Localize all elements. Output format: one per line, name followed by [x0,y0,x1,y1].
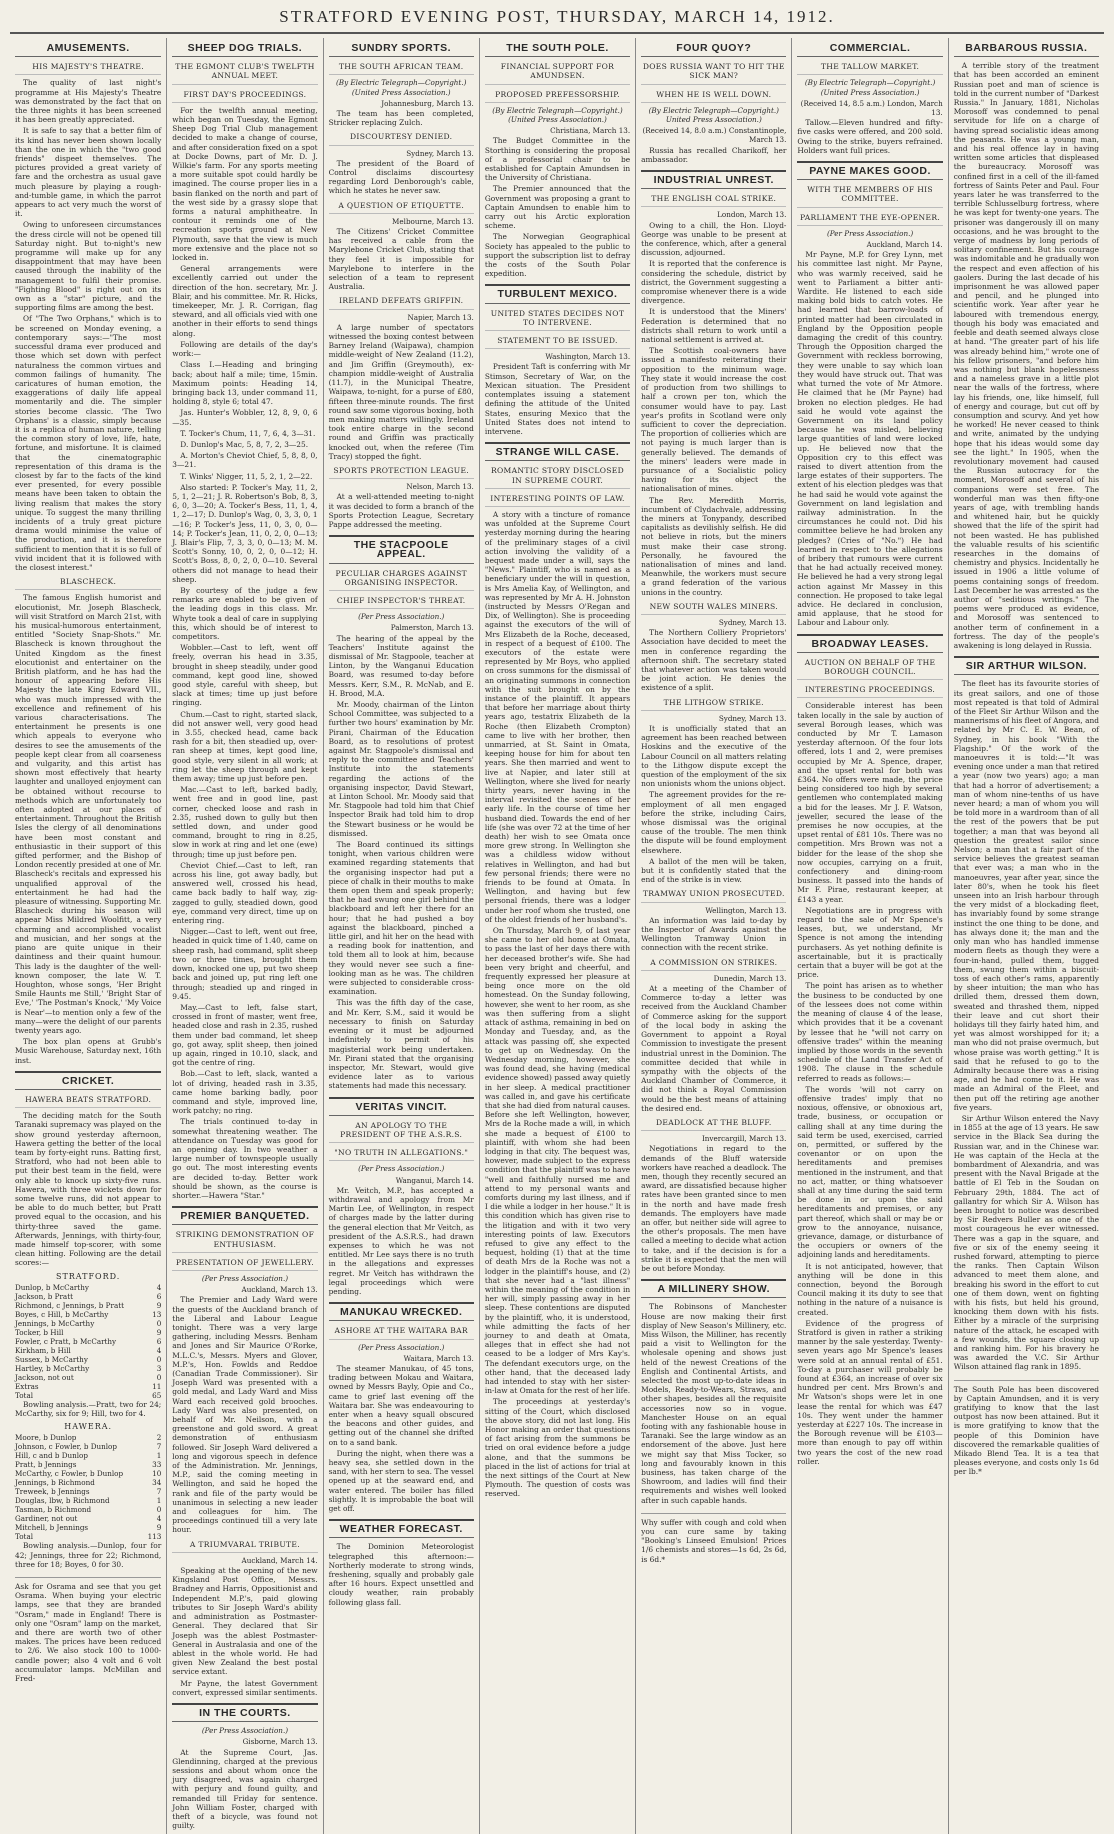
paragraph: Also started: P. Tocker's May, 11, 2, 5, 1, 2—21; J. R. Robertson's Bob, 8, 3, 6, 0, 3—20; A. Tocker's Bess, 11, 1, 4, 1, 2—17; D. Dunlop's Wag, 0, 3, 3, 0, 1—16; P. Tocker's Jess, 11, 0, 3, 0, 0—14; P. Tocker's Jean, 11, 0, 2, 0, 0—13; J. Blair's Flip, 7, 3, 3, 0, 0—13; M. M. Scott's Sonny, 10, 0, 2, 0, 0—12; H. Scott's Boss, 8, 0, 2, 0, 0—10. Several others did not manage to head their sheep. [172,482,318,584]
paragraph: The agreement provides for the re-employment of all men engaged before the strike, including Cairs, whose dismissal was the original cause of the trouble. The men think the dispute will be found employment elsewhere. [641,790,787,855]
wire-source: (By Electric Telegraph—Copyright.) (United Press Association.) [804,78,936,97]
paragraph: Owing to unforeseen circumstances the dress circle will not be opened till Saturday night. But to-night's new programme will make up for any disappointment that may have been caused through the inability of the management to fulfil their promise. "Fighting Blood" is right out on its own as a "star" picture, and the supporting films are among the best. [15,220,162,313]
batsman: Tasman, b Richmond [15,1505,92,1515]
paragraph: The famous English humorist and elocutionist, Mr. Joseph Blascheck, will visit Stratford on March 21st, with his musical-humorous entertainment, entitled "Society Snap-Shots." Mr. Blascheck is known throughout the United Kingdom as the finest elocutionist and entertainer on the British platform, and he has had the honour of appearing before His Majesty the late King Edward VII., who was much impressed with the excellence and refinement of his various characterisations. The entertainment he presents is one which appeals to everyone who desires to see the amusements of the people kept clear from all coarseness and vulgarity, and this artist has shown most effectively that hearty laughter and unalloyed enjoyment can be obtained without recourse to methods which are unfortunately too often adopted at our places of entertainment. Throughout the British Isles the clergy of all denominations have been most constant and enthusiastic in their support of this gifted performer, and the Bishop of London recently presided at one of Mr. Blascheck's recitals and expressed his unqualified approval of the entertainment he had had the pleasure of witnessing. Supporting Mr. Blascheck during his season will appear Miss Mildred Woolfitt, a very charming and accomplished vocalist and musician, and her songs at the piano are quite unique in their daintiness and their quaint humour. This lady is the daughter of the well-known composer, the late W. T. Houghton, whose songs, 'Her Bright Smile Haunts me Still,' 'Bright Star of Eve,' 'The Postman's Knock,' 'My Voice is Near'—to mention only a few of the many—were the delight of our parents twenty years ago. [15,593,162,1035]
article-heading: SHEEP DOG TRIALS. [172,40,317,57]
paragraph: Evidence of the progress of Stratford is given in rather a striking manner by the sale yesterday. Twenty-seven years ago Mr Spence's leases were sold at an annual rental of £51. To-day a purchaser will probably be found at £364, an increase of over six hundred per cent. Mrs Brown's and Mr Watson's shops were let in one lease the rental for which was £47 10s. They went under the hammer yesterday at £227 10s. The increase in the Borough revenue will be £103—more than enough to pay off within two years the cost of the new road roller. [797,1318,943,1466]
paragraph: Negotiations are in progress with regard to the sale of Mr Spence's leases, but, we understand, Mr Spence is not among the intending purchasers. As yet nothing definite is ascertainable, but it is practically certain that a buyer will be got at the price. [797,905,943,980]
dateline: Johannesburg, March 13. [381,98,474,108]
article [329,466,474,529]
article-subheading: "NO TRUTH IN ALLEGATIONS." [329,1148,474,1161]
paragraph: A ballot of the men will be taken, but it is confidently stated that the end of the strike is in view. [641,856,787,885]
article [797,634,942,1466]
article [641,889,786,952]
article [172,1703,317,1830]
article-subheading: TRAMWAY UNION PROSECUTED. [641,889,786,902]
dateline: Napier, March 13. [407,312,474,322]
dateline: (Received 14, 8.0 a.m.) Constantinople, March 13. [642,126,787,145]
article-subheading: WITH THE MEMBERS OF HIS COMMITTEE. [797,185,942,207]
scorecard-row [15,1460,161,1469]
paragraph: May.—Cast to left, false start, crossed in front of master, went free, headed close and rash in 2.35, rushed them under bad command, let sheep go, got away, split sheep, then joined up again, ringed in 10.10, slack, and got the centre of ring. [172,1002,318,1068]
batsman: Hill, c and b Dunlop [15,1451,88,1461]
dateline: Wanganui, March 14. [395,1175,474,1185]
paragraph: The box plan opens at Grubb's Music Warehouse, Saturday next, 16th inst. [15,1037,162,1065]
article-subheading: INTERESTING POINTS OF LAW. [485,494,630,507]
paragraph: Negotiations in regard to the demands of the Bluff waterside workers have reached a deadlock. The men, though they recently secured an award, are dissatisfied because higher rates have been granted since to men in the north and have made fresh demands. The employers have made an offer, but neither side will agree to the other's proposals. The men have called a meeting to decide what action to take, and if the decision is for a strike it is expected that the men will be out before Monday. [641,1144,787,1273]
batsman: Kirkham, b Hill [15,1345,71,1355]
scorecard-row [15,1283,161,1292]
runs: 7 [156,1487,162,1497]
paragraph: T. Winks' Nigger, 11, 5, 2, 1, 2—22. [180,471,313,481]
scorecard-table [15,1433,161,1541]
runs: 6 [156,1336,162,1346]
article-heading: AMUSEMENTS. [15,40,161,57]
article-subheading: AUCTION ON BEHALF OF THE BOROUGH COUNCIL. [797,658,942,680]
batsman: Moore, b Dunlop [15,1433,77,1443]
runs: 34 [152,1478,162,1488]
article [15,40,161,572]
runs: 4 [156,1345,162,1355]
column-7 [948,38,1104,1834]
wire-source: (Per Press Association.) [826,228,914,238]
runs: 13 [152,1309,162,1319]
wire-source: (Per Press Association.) [358,1342,445,1352]
article-heading: INDUSTRIAL UNREST. [641,170,786,189]
batsman: Fowler, c Pratt, b McCarthy [15,1336,117,1346]
dateline: Melbourne, March 13. [392,216,474,226]
article-subheading: SPORTS PROTECTION LEAGUE. [329,466,474,479]
batsman: Boyes, c Hill, b McCarthy [15,1309,109,1319]
batsman: Mitchell, b Jennings [15,1523,89,1533]
dateline: Wellington, March 13. [705,905,787,915]
runs: 0 [156,1354,162,1364]
article-subheading: UNITED STATES DECIDES NOT TO INTERVENE. [485,309,630,331]
paragraph: Owing to a chill, the Hon. Lloyd-George was unable to be present at the conference, which, after a general discussion, adjourned. [641,220,787,258]
paragraph: At a meeting of the Chamber of Commerce to-day a letter was received from the Auckland Chamber of Commerce asking for the support of the local body in asking the Government to appoint a Royal Commission to investigate the present industrial unrest in the Dominion. The committee decided that while in sympathy with the objects of the Auckland Chamber of Commerce, it did not think a Royal Commission would be the best means of attaining the desired end. [641,984,787,1113]
paragraph: The Premier announced that the Government was proposing a grant to Captain Amundsen to enable him to carry out his Arctic exploration scheme. [484,184,631,231]
column-4 [479,38,635,1834]
paragraph: An information was laid to-day by the Inspector of Awards against the Wellington Tramway Union in connection with the recent strike. [641,915,787,953]
paragraph: A. Morton's Cheviot Chief, 5, 8, 8, 0, 3—21. [172,451,318,470]
paragraph: The Dominion Meteorologist telegraphed this afternoon:— Northerly moderate to strong winds, freshening, squally and probably gale after 16 hours. Expect unsettled and cloudy weather, rain probably following glass fall. [328,1542,474,1607]
article-subheading: HIS MAJESTY'S THEATRE. [15,62,161,75]
paragraph: Mr. Moody, chairman of the Linton School Committee, was subjected to a further two hours' examination by Mr. Pirani, Chairman of the Education Board, as to resolutions of protest against Mr. Stagpoole's dismissal and reply to the committee and Teachers' Institute into the statements regarding the actions of the organising inspector, David Stewart, at Linton School. Mr. Moody said that Mr. Stagpoole had told him that Chief Inspector Braik had told him to drop the Stewart business or he would be dismissed. [328,699,474,838]
article [954,656,1099,1371]
article-subheading: ROMANTIC STORY DISCLOSED IN SUPREME COURT. [485,466,630,488]
paragraph: Bob.—Cast to left, slack, wanted a lot of driving, headed rash in 3.35, came home barking badly, poor command and style, improved line, work patchy; no ring. [172,1069,318,1116]
runs: 113 [147,1532,162,1542]
runs: 9 [156,1523,162,1533]
paragraph: A story with a tincture of romance was unfolded at the Supreme Court yesterday morning during the hearing of the preliminary stages of a civil action involving the validity of a bequest made under a will, says the "News." Plaintiff, who is named as a beneficiary under the will in question, is Mrs Amelia Kay, of Wellington, and was represented by Mr A. H. Johnston (instructed by Messrs O'Regan and Dix, of Wellington). She is proceeding against the executors of the will of Mrs Elizabeth de la Roche, deceased, in respect of a bequest of £100. The executors of the estate were represented by Mr Boys, who applied on cross summons for the dismissal of an originating summons in connection with the suit brought on by the instance of the plaintiff. It appears that before her marriage about thirty years ago, testatrix Elizabeth de la Roche (then Elizabeth Crompton) came to live with her brother, then unmarried, at St. Saint in Omata, keeping house for him for about ten years. She then married and went to live at Napier, and later still at Wellington, where she lived for nearly thirty years, never having in the interval revisited the scenes of her early life. In the course of time her husband died. Towards the end of her life (she was over 72 at the time of her death) her wish to see Omata once more grew strong. In Wellington she was a childless widow without relatives in Wellington, and had but few personal friends; there were no friends to be found at Omata. In Wellington, and having but few personal friends, there was a lodger under her roof whom she trusted, one of the oldest friends of her husband's. [484,509,631,924]
paragraph: It is not anticipated, however, that anything will be done in this connection, beyond the Borough Council making it its duty to see that nothing in the nature of a nuisance is created. [797,1261,943,1317]
batsman: Gardiner, not out [15,1514,78,1524]
paragraph: It is understood that the Miners' Federation is determined that no districts shall return to work until a national settlement is arrived at. [641,307,787,345]
article [15,577,161,1065]
article [797,161,942,628]
wire-source: (Per Press Association.) [201,1273,289,1283]
paragraph: The Norwegian Geographical Society has appealed to the public to support the subscription list to defray the costs of the South Polar expedition. [484,232,631,279]
paragraph: Tallow.—Eleven hundred and fifty-five casks were offered, and 200 sold. Owing to the strike, buyers refrained. Holders want full prices. [797,118,943,155]
article-subheading: THE ENGLISH COAL STRIKE. [641,194,786,207]
column-3 [323,38,479,1834]
bowling-analysis: Bowling analysis.—Dunlop, four for 42; Jennings, three for 22; Richmond, three for 18; Boyes, 0 for 30. [15,1541,162,1569]
scorecard-row [15,1328,161,1337]
article [485,40,630,278]
paragraph: President Taft is conferring with Mr Stimson, Secretary of War, on the Mexican situation. The President contemplates issuing a statement defining the attitude of the United States, ensuring Mexico that the United States does not intend to intervene. [484,362,631,436]
paragraph: Chum.—Cast to right, started slack, did not answer well, very good head in 3.55, checked head, came back rash for a bit, then steadied up, over-ran sheep at times, kept good line, good style, very silent in all work; at ring let the sheep through and kept them away; time up just before pen. [172,709,318,784]
paragraph: Nigger.—Cast to left, went out free, headed in quick time of 1.40, came on sheep rash, had command, split sheep two or three times, brought them down, knocked one up, put two sheep back and joined up, put ring left one through; steadied up and ringed in 9.45. [172,927,318,1001]
article-heading: THE STACPOOLE APPEAL. [329,535,474,563]
article-heading: PREMIER BANQUETED. [172,1206,317,1225]
dateline: Invercargill, March 13. [701,1134,787,1144]
article-heading: STRANGE WILL CASE. [485,442,630,461]
paragraph: D. Dunlop's Mac, 5, 8, 7, 2, 3—25. [180,439,309,449]
scorecard-row [15,1319,161,1328]
runs: 6 [156,1291,162,1301]
article [172,1540,317,1697]
article-heading: FOUR QUOY? [641,40,786,57]
paragraph: Considerable interest has been taken locally in the sale by auction of several Borough leases, which was conducted by Mr T. Lamason yesterday afternoon. Of the four lots offered, lots 1 and 2, were premises occupied by Mr A. Spence, draper, and the upset rental for both was £364. No offers were made, the price being considered too high by several gentlemen who contemplated making a bid for the leases. Mr J. F. Watson, jeweller, secured the lease of the premises he now occupies, at the upset rental of £81 10s. There was no competition. Mrs Brown was not a bidder for the lease of the shop she now occupies, carrying on a fruit, confectionery and dining-room business. It passed into the hands of Mr F. Pirae, restaurant keeper, at £143 a year. [797,701,943,904]
paragraph: Of "The Two Orphans," which is to be screened on Monday evening, a contemporary says:—"The most successful drama ever produced and those which set down with perfect naturalness the common virtues and common failings of humanity. The caricatures of human emotion, the exaggerations of daily life appeal momentarily and die. The simpler stories become classic. 'The Two Orphans' is a classic, simply because it is a replica of human nature, telling the common story of love, life, hate, fortune, and misfortune. It is claimed that the cinematographic representation of this drama is the closest by far to the facts of the kind ever presented, for every possible means have been taken to obtain the living realism that makes the story unique. To suggest the many thrilling incidents of a truly great picture drama would minimise the value of the production, and it is therefore sufficient to mention that it is so full of vivid incident that it is followed with the closest interest." [15,314,162,572]
batsman: Tocker, b Hill [15,1327,64,1337]
batsman: Sussex, b McCarthy [15,1354,88,1364]
paragraph: The hearing of the appeal by the Teachers' Institute against the dismissal of Mr. Stagpoole, teacher at Linton, by the Wanganui Education Board, was resumed to-day before Messrs. Kerr, S.M., R. McNab, and E. H. Brood, M.A. [328,633,474,698]
article [641,1279,786,1564]
dateline: London, March 13. [717,210,787,220]
article [172,40,317,1200]
paragraph: It is safe to say that a better film of its kind has never been shown locally than the one in which the "two good friends" dispeet themselves. The pictures provided a great variety of fare and the orchestra as usual gave much pleasure by playing a rough-and-tumble game, in which the parrot appears to act very much the worst of it. [15,126,162,219]
paragraph: The Board continued its sittings tonight, when various children were examined regarding statements that the organising inspector had put a piece of chalk in their mouths to make them open them and speak properly; that he had swung one girl behind the blackboard and left her there for an hour; that he had pushed a boy against the blackboard, pinched a little girl, and hit her on the head with a reading book for inattention, and told them all to look at him, because they would never see such a fine-looking man as he was. The children were subjected to considerable cross-examination. [328,840,474,997]
runs: 1 [156,1451,162,1461]
dateline: Sydney, March 13. [406,148,474,158]
article-subheading: WHEN HE IS WELL DOWN. [641,90,786,103]
dateline: Waitara, March 13. [403,1353,474,1363]
scorecard-table [15,1283,161,1400]
scorecard-row [15,1355,161,1364]
paragraph: At a well-attended meeting to-night it was decided to form a branch of the Sports Protection League, Secretary Pappe addressed the meeting. [328,492,474,529]
paragraph: A large number of spectators witnessed the boxing contest between Barney Ireland (Waipawa), champion middle-weight of New Zealand (11.2), and Jim Griffin (Greymouth), ex-champion middle-weight of Australia (11.7), in the Municipal Theatre, Waipawa, to-night, for a purse of £80, fifteen three-minute rounds. The first round saw some vigorous boxing, both men making matters willingly. Ireland took entire charge in the second round and Griffin was practically knocked out, when the referee (Tim Tracy) stopped the fight. [328,322,474,461]
scorecard-row [15,1451,161,1460]
scorecard-row [15,1478,161,1487]
dateline: Auckland, March 14. [241,1555,318,1565]
scorecard-row [15,1523,161,1532]
article [485,284,630,436]
article-heading: COMMERCIAL. [797,40,942,57]
article-subheading: PARLIAMENT THE EYE-OPENER. [797,213,942,226]
paragraph: The Scottish coal-owners have issued a manifesto reiterating their opposition to the minimum wage. They state it would increase the cost of production from two shillings to half a crown per ton, which the consumer would have to pay. Last year's profits in Scotland were only sufficient to cover the depreciation. The proportion of collieries which are not paying is much larger than is generally believed. The demands of the miners' leaders were made in pursuance of a Socialistic policy having for its object the nationalisation of mines. [641,346,787,494]
column-grid [10,38,1104,1831]
runs: 0 [156,1318,162,1328]
paragraph: Mac.—Cast to left, barked badly, went free and in good line, past corner, checked loose and rash in 2.35, rushed down to gully but then settled down, and under good command, brought to ring in 8.25, slow in work at ring and let one (ewe) through; time up just before pen. [172,785,318,859]
runs: 0 [156,1505,162,1515]
batsman: Jackson, b Pratt [15,1291,73,1301]
scorecard-row [15,1301,161,1310]
runs: 9 [156,1300,162,1310]
paragraph: The words 'will not carry on offensive trades' imply that no noxious, offensive, or obnoxious art, trade, business, or occupation or calling shall at any time during the said term be used, exercised, carried on, permitted, or suffered by the covenantor or on upon the hereditaments and premises mentioned in the instrument, and that no act, matter, or thing whatsoever shall at any time during the said term be done in or upon the said hereditaments and premises, or any part thereof, which shall or may be or grow to the annoyance, nuisance, grievance, damage, or disturbance of the occupiers or owners of the adjoining lands and hereditaments. [797,1084,943,1260]
runs: 33 [152,1460,162,1470]
article-subheading: A QUESTION OF ETIQUETTE. [329,201,474,214]
paragraph: The quality of last night's programme at His Majesty's Theatre was demonstrated by the fact that on the three nights it has been screened it has been greatly appreciated. [15,78,162,125]
dateline: Nelson, March 13. [406,482,474,492]
article-subheading: ASHORE AT THE WAITARA BAR [329,1326,474,1339]
article-subheading: BLASCHECK. [15,577,161,590]
scorecard-row [15,1487,161,1496]
runs: 9 [156,1327,162,1337]
paragraph: The Robinsons of Manchester House are now making their first display of New Season's Millinery, etc. Miss Wilson, the Milliner, has recently paid a visit to Wellington for the wholesale opening and shows just held of the newest Creations of the English and Continental Artists, and selected the most up-to-date ideas in Models, Ready-to-Wears, Straws, and other shapes, besides all the requisite accessories now so in vogue. Manchester House on an equal footing with any fashionable house in Taranaki. See the large window as an endorsement of the above. Just here we might say that Miss Tocker, so long and favourably known in this business, has taken charge of the Showroom, and ladies will find their requirements and wishes well looked after in such capable hands. [641,1302,787,1505]
scorecard-row [15,1310,161,1319]
batsman: McCarthy, c Fowler, b Dunlop [15,1469,124,1479]
article-subheading: A TRIUMVARAL TRIBUTE. [172,1540,317,1553]
wire-source: (Per Press Association.) [201,1726,289,1736]
scorecard-row [15,1469,161,1478]
paragraph: At the Supreme Court, Jas. Glendinning, charged at the previous sessions and about whom once the jury disagreed, was again charged with perjury and found guilty, and remanded till Friday for sentence. John William Foster, charged with theft of a bicycle, was found not guilty. [172,1747,318,1831]
article-subheading: DISCOURTESY DENIED. [329,132,474,145]
runs: 1 [156,1496,162,1506]
runs: 3 [156,1363,162,1373]
wire-source: (By Electric Telegraph—Copyright.) United Press Association.) [648,105,779,125]
batsman: Total [15,1390,34,1400]
article-subheading: AN APOLOGY TO THE PRESIDENT OF THE A.S.R.S. [329,1121,474,1143]
article-heading: IN THE COURTS. [172,1703,317,1722]
dateline: (Received 14, 8.5 a.m.) London, March 13. [800,98,943,118]
article [641,170,786,597]
article-heading: SIR ARTHUR WILSON. [954,656,1099,675]
batsman: Jennings, b McCarthy [15,1318,95,1328]
article [797,40,942,155]
article-subheading: THE LITHGOW STRIKE. [641,698,786,711]
paragraph: It is reported that the conference is considering the schedule, district by district, the Government suggesting a compromise whenever there is a wide divergence. [641,259,787,306]
article-subheading: FIRST DAY'S PROCEEDINGS. [172,90,317,103]
paragraph: The Rev. Meredith Morris, incumbent of Clydachvale, addressing the miners at Tonypandy, described capitalists as devilishly selfish. He did not believe in riots, but the miners must make their case strong. Personally, he favoured the nationalisation of mines and land. Meanwhile, the workers must secure a grand federation of the various unions in the country. [641,495,787,597]
paragraph: Mr Payne, the latest Government convert, expressed similar sentiments. [172,1678,318,1697]
paragraph: Mr Payne, M.P. for Grey Lynn, met his committee last night. Mr Payne, who was warmly received, said he went to Parliament a bitter anti-Wardite. He listened to each side making bold bids to catch votes. He had learned that barrow-loads of printed matter had been circulated in England by the Opposition people damaging the credit of this country. Through the Opposition charged the Government with reckless borrowing, they were unable to say which loan they would have struck out. That was what turned the vote of Mr Atmore. He claimed that he (Mr Payne) had broken no election pledges. He had said he would vote against the Government on its land policy because he was misled, believing large quantities of land were locked up. He believed now that the Opposition cry to this effect was raised to divert attention from the large estates of their supporters. The extent of his election pledges was that he had said he would vote against the Government on land legislation and railway administration. In the circumstances he could not. Did his committee believe he had broken any pledges? (Cries of "No.") He had learned in respect to the allegations of bribery that rumours were current that he had actually received money. He believed he had a very strong legal action against Mr Massey in this connection. He proposed to take legal advice. He declared in conclusion, amid applause, that he stood for Labour and Labour only. [797,250,943,628]
article-heading: SUNDRY SPORTS. [329,40,474,57]
runs: 4 [156,1514,162,1524]
runs: 10 [152,1469,162,1479]
article-subheading: STATEMENT TO BE ISSUED. [485,336,630,349]
dateline: Gisborne, March 13. [242,1737,318,1747]
paragraph: By courtesy of the judge a few remarks are enabled to be given of the leading dogs in this class. Mr. Whyte took a deal of care in supplying this, which should be of interest to competitors. [172,585,318,641]
article-heading: BARBAROUS RUSSIA. [954,40,1099,57]
article-heading: TURBULENT MEXICO. [485,284,630,303]
article-subheading: A COMMISSION ON STRIKES. [641,958,786,971]
dateline: Sydney, March 13. [718,713,787,723]
batsman: Extras [15,1381,39,1391]
article-subheading: FINANCIAL SUPPORT FOR AMUNDSEN. [485,62,630,84]
article [329,201,474,292]
paragraph: This was the fifth day of the case, and Mr. Kerr, S.M., said it would be necessary to finish on Saturday evening or it must be adjourned indefinitely to permit of his magisterial work being undertaken. Mr. Pirani stated that the organising inspector, Mr. Stewart, would give evidence later as to various statements had made this necessary. [328,998,474,1091]
scorecard-team: HAWERA. [64,1422,113,1432]
paragraph: T. Tocker's Chum, 11, 7, 6, 4, 3—31. [180,428,316,438]
column-1 [10,38,166,1834]
runs: 11 [152,1381,162,1391]
paragraph: Class I.—Heading and bringing back; about half a mile; time, 15min. Maximum points: Heading 14, bringing back 13, under command 11, holding 8, style 6; total 47. [172,360,318,407]
scorecard-row [15,1514,161,1523]
scorecard-row [15,1382,161,1391]
paragraph: The team has been completed, Stricker replacing Zulch. [328,109,474,128]
article-heading: CRICKET. [15,1071,161,1090]
article-subheading: DEADLOCK AT THE BLUFF. [641,1118,786,1131]
article [329,40,474,127]
article-heading: WEATHER FORECAST. [329,1519,474,1538]
column-6 [791,38,947,1834]
runs: 4 [156,1282,162,1292]
article [329,1519,474,1607]
dateline: Washington, March 13. [545,352,631,362]
scorecard-row [15,1337,161,1346]
scorecard-row [15,1442,161,1451]
batsman: Hartley, b McCarthy [15,1363,90,1373]
batsman: Jackson, not out [15,1372,74,1382]
dateline: Auckland, March 14. [866,240,943,250]
runs: 0 [156,1372,162,1382]
wire-source: (By Electric Telegraph—Copyright.) (United Press Association.) [336,78,467,97]
paragraph: The proceedings at yesterday's sitting of the Court, which disclosed the above story, did not last long. His Honor making an order that questions of fact arising from the summons be tried on oral evidence before a judge alone, and that the summons be placed in the list of actions for trial at the next sittings of the Court at New Plymouth. The question of costs was reserved. [484,1397,631,1499]
article [641,602,786,693]
paragraph: The trials continued to-day in somewhat threatening weather. The attendance on Tuesday was good for an opening day. In two weather a large number of townspeople usually go out. The most interesting events are decided to-day. Better work should be shown, as the course is shorter.—Hawera "Star." [172,1117,318,1200]
scorecard-row [15,1346,161,1355]
article-heading: MANUKAU WRECKED. [329,1302,474,1321]
scorecard-row [15,1364,161,1373]
article-subheading: IRELAND DEFEATS GRIFFIN. [329,296,474,309]
runs: 7 [156,1442,162,1452]
scorecard-row [15,1391,161,1400]
scorecard-row [15,1496,161,1505]
article-subheading: PROPOSED PREFESSORSHIP. [485,90,630,103]
article [329,1302,474,1513]
article-heading: PAYNE MAKES GOOD. [797,161,942,180]
paragraph: The fleet has its favourite stories of its great sailors, and one of those most repeated is that told of Admiral of the Fleet Sir Arthur Wilson and the mannerisms of his fleet of Angora, and related by Mr C. E. W. Bean, of Sydney, in his book "With the Flagship." Of the work of the manoeuvres it is told:—"It was evening once under a man that retired a year (now two years) ago; a man that had a horror of advertisement; a man of whom nine-tenths of us have never heard; a man of whom you will be told more in a wardroom than of all the rest of the powers that be put together; a man that was beyond all question the greatest sailor since Nelson; a man that a fair part of the service believes the greatest seaman that ever was; a man who in the manoeuvres, year after year, since the later 80's, when he took his fleet unseen into an Irish harbour through the very midst of a blockading fleet, has invariably found by some strange instinct the one thing to be done, and has always done it; the man and the only man who has handled immense modern fleets as though they were a four-in-hand, pulled them, tugged them, swung them within a biscuit-toss of each other's rams, apparently by sheer intuition; the man who has drilled them, dressed them down, sweated and thrashed them, nipped their leave and cut short their holidays till they fairly hated him, and yet was almost worshipped for it; a man who did not praise overmuch, but whose praise was worth getting." It is said that he refused to go to the Admiralty because there was a rising age, and he had come to it. He was made an Admiral of the Fleet, and then put off the retiring age another five years. [953,679,1099,1112]
article-subheading: PECULIAR CHARGES AGAINST ORGANISING INSPECTOR. [329,569,474,591]
paragraph: Russia has recalled Charikoff, her ambassador. [641,145,787,164]
batsman: Dunlop, b McCarthy [15,1282,89,1292]
paragraph: The point has arisen as to whether the business to be conducted by one of the lessees does not come within the meaning of clause 4 of the lease, which provides that it be a covenant by lessee that he "will not carry on offensive trades" within the meaning implied by those words in the seventh schedule of the Land Transfer Act of 1908. The clause in the schedule referred to reads as follows:— [797,981,943,1083]
paragraph: Sir Arthur Wilson entered the Navy in 1855 at the age of 13 years. He saw service in the Black Sea during the Russian war, and in the Chinese war. He was captain of the Hecla at the bombardment of Alexandria, and was present with the Naval Brigade at the battle of El Teb in the Soudan on February 29th, 1884. The act of gallantry for which Sir A. Wilson has been brought to notice was described by Sir Redvers Buller as one of the most courageous he ever witnessed. There was a gap in the square, and five or six of the enemy seeing it rushed forward, attempting to pierce the ranks. Then Captain Wilson advanced to meet them alone, and breaking his sword in the effort to cut one of them down, went on fighting with his fists, but held his ground, knocking them down with his fists. Either by a miracle of the surprising nature of the attack, he escaped with a few wounds, the square closing up and ranking him. For his bravery he was awarded the V.C. Sir Arthur Wilson attained flag rank in 1895. [953,1113,1099,1372]
article [954,40,1099,650]
scorecard-row [15,1373,161,1382]
paragraph: During the night, when there was a heavy sea, she settled down in the sand, with her stern to sea. The vessel opened up at the seaward end, and water entered. The boiler has filled slightly. It is improbable the boat will get off. [328,1448,474,1514]
batsman: Pratt, b Jennings [15,1460,77,1470]
dateline: Palmerston, March 13. [390,623,474,633]
batsman: Richmond, c Jennings, b Pratt [15,1300,125,1310]
paragraph: Jas. Hunter's Wobbler, 12, 8, 9, 0, 6—35. [172,408,318,427]
article [641,698,786,885]
article [641,1118,786,1273]
paragraph: The Northern Colliery Proprietors' Association have decided to meet the men in conference regarding the afternoon shift. The secretary stated that whatever action was taken would be joint action. He denies the existence of a split. [641,628,787,693]
article [641,40,786,164]
batsman: Total [15,1532,34,1542]
article [329,296,474,460]
article [641,958,786,1113]
runs: 2 [156,1433,162,1443]
scorecard-team: STRATFORD. [55,1271,121,1281]
column-2 [166,38,322,1834]
article [329,1097,474,1297]
article [485,442,630,1499]
batsman: Douglas, lbw, b Richmond [15,1496,110,1506]
article-subheading: CHIEF INSPECTOR'S THREAT. [329,596,474,609]
scorecard-row [15,1292,161,1301]
paragraph: Following are details of the day's work:— [172,339,318,359]
column-5 [635,38,791,1834]
paragraph: Speaking at the opening of the new Kingsland Post Office, Messrs. Bradney and Harris, Oppositionist and Independent M.P.'s, paid glowing tributes to Sir Joseph Ward's ability and administration as Postmaster-General. They declared that Sir Joseph was the ablest Postmaster-General in Australasia and one of the ablest in the whole world. He had given New Zealand the best postal service extant. [172,1566,318,1677]
article-subheading: STRIKING DEMONSTRATION OF ENTHUSIASM. [172,1230,317,1252]
dateline: Dunedin, March 13. [713,973,787,983]
article [15,1071,161,1268]
article-heading: THE SOUTH POLE. [485,40,630,57]
scorecard-row [15,1505,161,1514]
paragraph: The Citizens' Cricket Committee has received a cable from the Marylebone Cricket Club, stating that they feel it is impossible for Marylebone to interfere in the selection of a team to represent Australia. [328,227,474,292]
dateline: Sydney, March 13. [718,617,787,627]
paragraph: Mr. Veitch, M.P., has accepted a withdrawal and apology from Mr Martin Lee, of Wellington, in respect of charges made by the latter during the general election that Mr Veitch, as president of the A.S.R.S., had drawn expenses to which he was not entitled. Mr Lee says there is no truth in the allegations and expresses regret. Mr Veitch has withdrawn the legal proceedings which were pending. [328,1185,474,1296]
paragraph: The Premier and Lady Ward were the guests of the Auckland branch of the Liberal and Labour League tonight. There was a very large gathering, including Messrs. Benham and Jones and Sir Maurice O'Rorke, M.L.C.'s, Messrs. Myers and Glover, M.P.'s, Hon. Fowlds and Reddoe (Canadian Trade Commissioner). Sir Joseph Ward was presented with a gold medal, and Lady Ward and Miss Ward each received gold brooches. Lady Ward was also presented, on behalf of Mr. Neilson, with a greenstone and gold sword. A great demonstration of enthusiasm followed. Sir Joseph Ward delivered a long and vigorous speech in defence of the Administration. Mr. Jennings, M.P., said the coming meeting in Wellington, and said he hoped the rank and file of the party would be unanimous in selecting a new leader and colleagues for him. The proceedings continued till a very late hour. [172,1295,318,1535]
batsman: Jennings, b Richmond [15,1478,95,1488]
article-subheading: NEW SOUTH WALES MINERS. [641,602,786,615]
paragraph: For the twelfth annual meeting, which began on Tuesday, the Egmont Sheep Dog Trial Club management decided to make a change of course, and after consideration fixed on a spot at Docke Downs, part of Mr. D. J. Wilkie's farm. For any sports meeting a more suitable spot could hardly be imagined. The course proper lies in a basin flanked on the north and part of the west side by a grassy slope that forms a natural amphitheatre. In contour it reminds one of the recreation sports ground at New Plymouth, save that the view is much more extensive and the place not so locked in. [172,105,318,263]
article-subheading: THE EGMONT CLUB'S TWELFTH ANNUAL MEET. [172,62,317,84]
paragraph: The president of the Board of Control disclaims discourtesy regarding Lord Denborough's cable, which he states he never saw. [328,158,474,196]
article-subheading: THE TALLOW MARKET. [797,62,942,75]
wire-source: (By Electric Telegraph—Copyright.) (United Press Association.) [492,105,623,125]
batsman: Treweek, b Jennings [15,1487,90,1497]
article [172,1206,317,1535]
paragraph: A terrible story of the treatment that has been accorded an eminent Russian poet and man of science is told in the current number of "Darkest Russia." In January, 1881, Nicholas Morosoff was condemned to penal servitude for life on a charge of having spread socialistic ideas among the peasants. He was a young man, and his real offence lay in having written some articles that displeased the bureaucracy. Morosoff was confined first in a cell of the ill-famed fortress of Saints Peter and Paul. Four years later he was transferred to the terrible Schlusselburg fortress, where he was kept for twenty-one years. The prisoner was dangerously ill on many occasions, and he was brought to the verge of madness by long periods of solitary confinement. But his courage was indomitable and he gradually won the respect and even affection of his gaolers. During the last decade of his imprisonment he was allowed paper and pencil, and he plunged into scientific work. Year after year he laboured with tremendous energy, though his body was emaciated and feeble and death seemed always close at hand. "The greater part of his life was already behind him," wrote one of his fellow prisoners, "and before him was nothing but blank hopelessness and a nameless grave in a little plot near the walls of the fortress, where lay his friends, one, like himself, full of energy and courage, but cut off by consumption and scurvy. And yet how he worked! He never ceased to think and write, animated by the undying hope that his ideas would some day see the light." In 1905, when the revolutionary movement had caused the Russian autocracy for the moment, Morosoff and several of his companions were set free. The wonderful man was then fifty-one years of age, with trembling hands and whitened hair, but he quickly showed that the life of the spirit had not been wasted. He has published the valuable results of his scientific researches in the domains of chemistry and physics. Incidentally he issued in 1906 a little volume of poems containing songs of freedom. Last December he was arrested as the author of "seditious writings." The poems were produced as evidence, and Morosoff was sentenced to another term of confinement in a fortress. The day of the people's awakening is long delayed in Russia. [953,61,1099,650]
scorecard-row [15,1433,161,1442]
paragraph: The deciding match for the South Taranaki supremacy was played on the show ground yesterday afternoon, Hawera getting the better of the local team by forty-eight runs. Batting first, Stratford, who had not been able to put their best team in the field, were only able to knock up sixty-five runs. Hawera, with three wickets down for some twelve runs, did not appear to be able to do much better, but Pratt proved equal to the occasion, and his thirty-three saved the game. Afterwards, Jennings, with thirty-four, made himself top-scorer, with some clean hitting. Following are the detail scores:— [15,1111,162,1268]
wire-source: (Per Press Association.) [358,1164,445,1174]
article-subheading: INTERESTING PROCEEDINGS. [797,685,942,698]
batsman: Johnson, c Fowler, b Dunlop [15,1442,117,1452]
paragraph: The Budget Committee in the Storthing is considering the proposal of a professorial chair to be established for Captain Amundsen in the University of Christiana. [484,136,631,183]
advertisement: Ask for Osrama and see that you get Osrama. When buying your electric lamps, see that they are branded "Osram," made in England! There is only one "Osram" lamp on the market, and there are worth two of other makes. The prices have been reduced to 2/6. We also stock 100 to 1000-candle power; also 4 volt and 6 volt accumulator lamps. McMillan and Fred- [15,1577,161,1683]
article [329,535,474,1090]
runs: 65 [152,1390,162,1400]
article-subheading: DOES RUSSIA WANT TO HIT THE SICK MAN? [641,62,786,84]
advertisement: Why suffer with cough and cold when you can cure same by taking "Booking's Linseed Emulsion! Prices 1/6 chemists and stores—1s 6d, 2s 6d, is 6d.* [641,1513,786,1564]
paragraph: Cheviot Chief.—Cast to left, ran across his line, got away badly, but answered well, crossed his head, came back badly to half way, zig-zagged to gully, steadied down, good eye, command very direct, time up on entering ring. [172,860,318,926]
dateline: Christiana, March 13. [550,126,631,136]
paragraph: The steamer Manukau, of 45 tons, trading between Mokau and Waitara, owned by Messrs Bayly, Opie and Co., came to grief last evening off the Waitara bar. She was endeavouring to enter when a heavy squall obscured the beacons and other guides, and getting out of the channel she drifted on to a sand bank. [328,1363,474,1447]
article [329,132,474,195]
bowling-analysis: Bowling analysis.—Pratt, two for 24; McCarthy, six for 9; Hill, two for 4. [15,1399,162,1418]
wire-source: (Per Press Association.) [358,612,445,622]
article-heading: BROADWAY LEASES. [797,634,942,653]
paragraph: On Thursday, March 9, of last year she came to her old home at Omata, to pass the last of her days there with her deceased brother's wife. She had been very bright and cheerful, and frequently expressed her pleasure at being once more on the old homestead. On the Sunday following, however, she went to her room, as she was then suffering from a slight attack of asthma, remaining in bed on Monday and Tuesday, and, as the attack was passing off, she expected to get up on Wednesday. On the Wednesday morning, however, she was found dead, she having (medical evidence showed) passed away quietly in her sleep. A medical practitioner was called in, and gave his certificate that she had died from natural causes. Before she left Wellington, however, Mrs de la Roche made a will, in which she made a bequest of £100 to plaintiff, with whom she had been lodging in that city. The bequest was, however, made subject to the express condition that the plaintiff was to have "well and faithfully nursed me and attend to my personal wants and comforts during my last illness, and if I die while a lodger in her house." It is this condition which has given rise to the litigation and with it two very interesting points of law. Executors refused to give any effect to the bequest, holding (1) that at the time of death Mrs de la Roche was not a lodger in the plaintiff's house, and (2) that she never had a "last illness" within the meaning of the condition in her will, simply passing away in her sleep. These contentions are disputed by the plaintiff, who, it is understood, while admitting the facts of her journey to and death at Omata, alleges that in effect she had not ceased to be a lodger of Mrs Kay's. The defendant executors urge, on the other hand, that the deceased lady had intended to stay with her sister-in-law at Omata for the rest of her life. [484,926,631,1396]
article-subheading: HAWERA BEATS STRATFORD. [15,1095,161,1108]
masthead: STRATFORD EVENING POST, THURSDAY, MARCH 14, 1912. [10,6,1104,34]
paragraph: Wobbler.—Cast to left, went off freely, overran his head in 3.35, brought in sheep steadily, under good command, kept good line, showed good style, careful with sheep, but slack at times; time up just before ringing. [172,643,318,708]
article-heading: A MILLINERY SHOW. [641,1279,786,1298]
paragraph: General arrangements were excellently carried out under the direction of the hon. secretary, Mr. J. Blair, and his committee. Mr. R. Hicks, timekeeper, Mr. J. R. Corrigan, flag steward, and all officials vied with one another in their efforts to send things along. [172,264,318,338]
article-heading: VERITAS VINCIT. [329,1097,474,1116]
scorecard-row [15,1532,161,1541]
article-subheading: THE SOUTH AFRICAN TEAM. [329,62,474,75]
dateline: Auckland, March 13. [241,1285,318,1295]
article-subheading: PRESENTATION OF JEWELLERY. [172,1258,317,1271]
advertisement: The South Pole has been discovered by Captain Amundsen, and it is very gratifying to know that the last outpost has now been attained. But it is more gratifying to know that the people of this Dominion have discovered the remarkable qualities of Mikado Blend Tea. It is a tea that pleases everyone, and costs only 1s 6d per lb.* [954,1380,1099,1477]
paragraph: It is unofficially stated that an agreement has been reached between Hoskins and the executive of the Labour Council on all matters relating to the Lithgow dispute except the question of the employment of the six non unionists whom the unions object. [641,724,787,789]
